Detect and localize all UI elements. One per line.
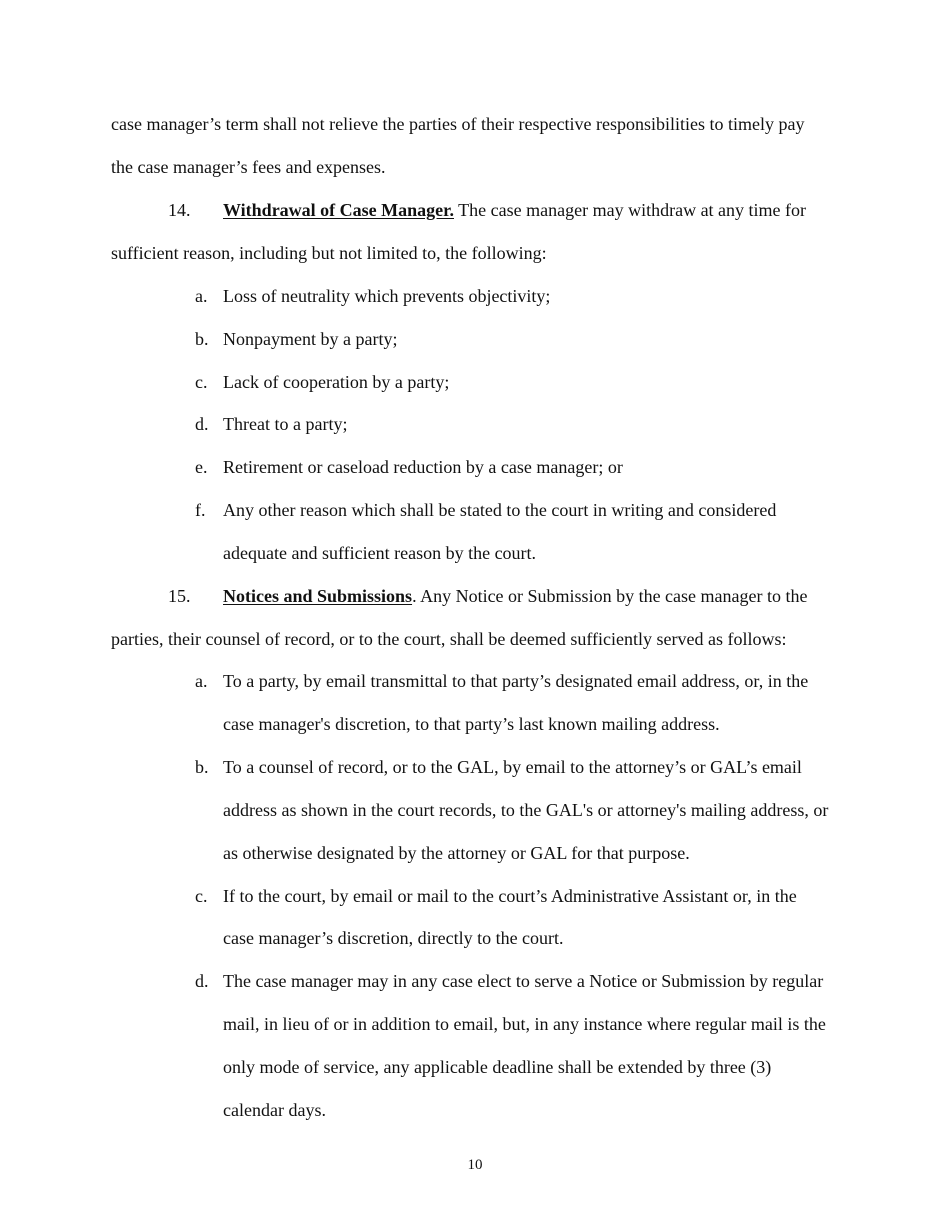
page-number: 10 — [467, 1157, 483, 1173]
section-15-lead-continuation: parties, their counsel of record, or to the court, shall be deemed sufficiently served as follows: — [111, 629, 787, 649]
list-item-text: To a counsel of record, or to the GAL, by email to the attorney’s or GAL’s email — [223, 757, 802, 777]
section-15-number: 15. — [168, 586, 191, 606]
list-item-text: To a party, by email transmittal to that party’s designated email address, or, in the — [223, 671, 809, 691]
list-item-letter: d. — [195, 414, 209, 434]
list-item-letter: c. — [195, 886, 208, 906]
list-item-text: address as shown in the court records, to the GAL's or attorney's mailing address, or — [223, 800, 829, 820]
list-item-text: Any other reason which shall be stated to the court in writing and considered — [223, 500, 777, 520]
list-item-letter: d. — [195, 971, 209, 991]
section-14-first-line — [223, 199, 806, 221]
list-item-text: as otherwise designated by the attorney or GAL for that purpose. — [223, 843, 690, 863]
carryover-line-2: the case manager’s fees and expenses. — [111, 157, 386, 177]
list-item-text: Nonpayment by a party; — [223, 329, 398, 349]
list-item-letter: a. — [195, 671, 208, 691]
list-item-letter: e. — [195, 457, 208, 477]
list-item-text: The case manager may in any case elect to serve a Notice or Submission by regular — [223, 971, 824, 991]
list-item-letter: c. — [195, 372, 208, 392]
section-14-lead: The case manager may withdraw at any time for — [454, 200, 807, 220]
list-item-text: Loss of neutrality which prevents objectivity; — [223, 286, 551, 306]
list-item-text: Lack of cooperation by a party; — [223, 372, 450, 392]
list-item-letter: f. — [195, 500, 206, 520]
list-item-text: case manager's discretion, to that party’s last known mailing address. — [223, 714, 720, 734]
section-15-heading: Notices and Submissions — [223, 586, 413, 606]
list-item-text: Threat to a party; — [223, 414, 348, 434]
section-15-first-line — [223, 585, 807, 607]
section-14-number: 14. — [168, 200, 191, 220]
list-item-letter: b. — [195, 329, 209, 349]
list-item-text: Retirement or caseload reduction by a case manager; or — [223, 457, 623, 477]
list-item-text: mail, in lieu of or in addition to email, but, in any instance where regular mail is the — [223, 1014, 826, 1034]
list-item-letter: b. — [195, 757, 209, 777]
list-item-text: adequate and sufficient reason by the court. — [223, 543, 537, 563]
section-15-lead: . Any Notice or Submission by the case manager to the — [412, 586, 808, 606]
list-item-text: only mode of service, any applicable deadline shall be extended by three (3) — [223, 1057, 772, 1077]
carryover-line-1: case manager’s term shall not relieve the parties of their respective responsibilities to timely pay — [111, 114, 805, 134]
section-14-heading: Withdrawal of Case Manager. — [223, 200, 454, 220]
list-item-text: If to the court, by email or mail to the court’s Administrative Assistant or, in the — [223, 886, 797, 906]
list-item-text: calendar days. — [223, 1100, 326, 1120]
list-item-letter: a. — [195, 286, 208, 306]
section-14-lead-continuation: sufficient reason, including but not limited to, the following: — [111, 243, 547, 263]
list-item-text: case manager’s discretion, directly to the court. — [223, 928, 564, 948]
